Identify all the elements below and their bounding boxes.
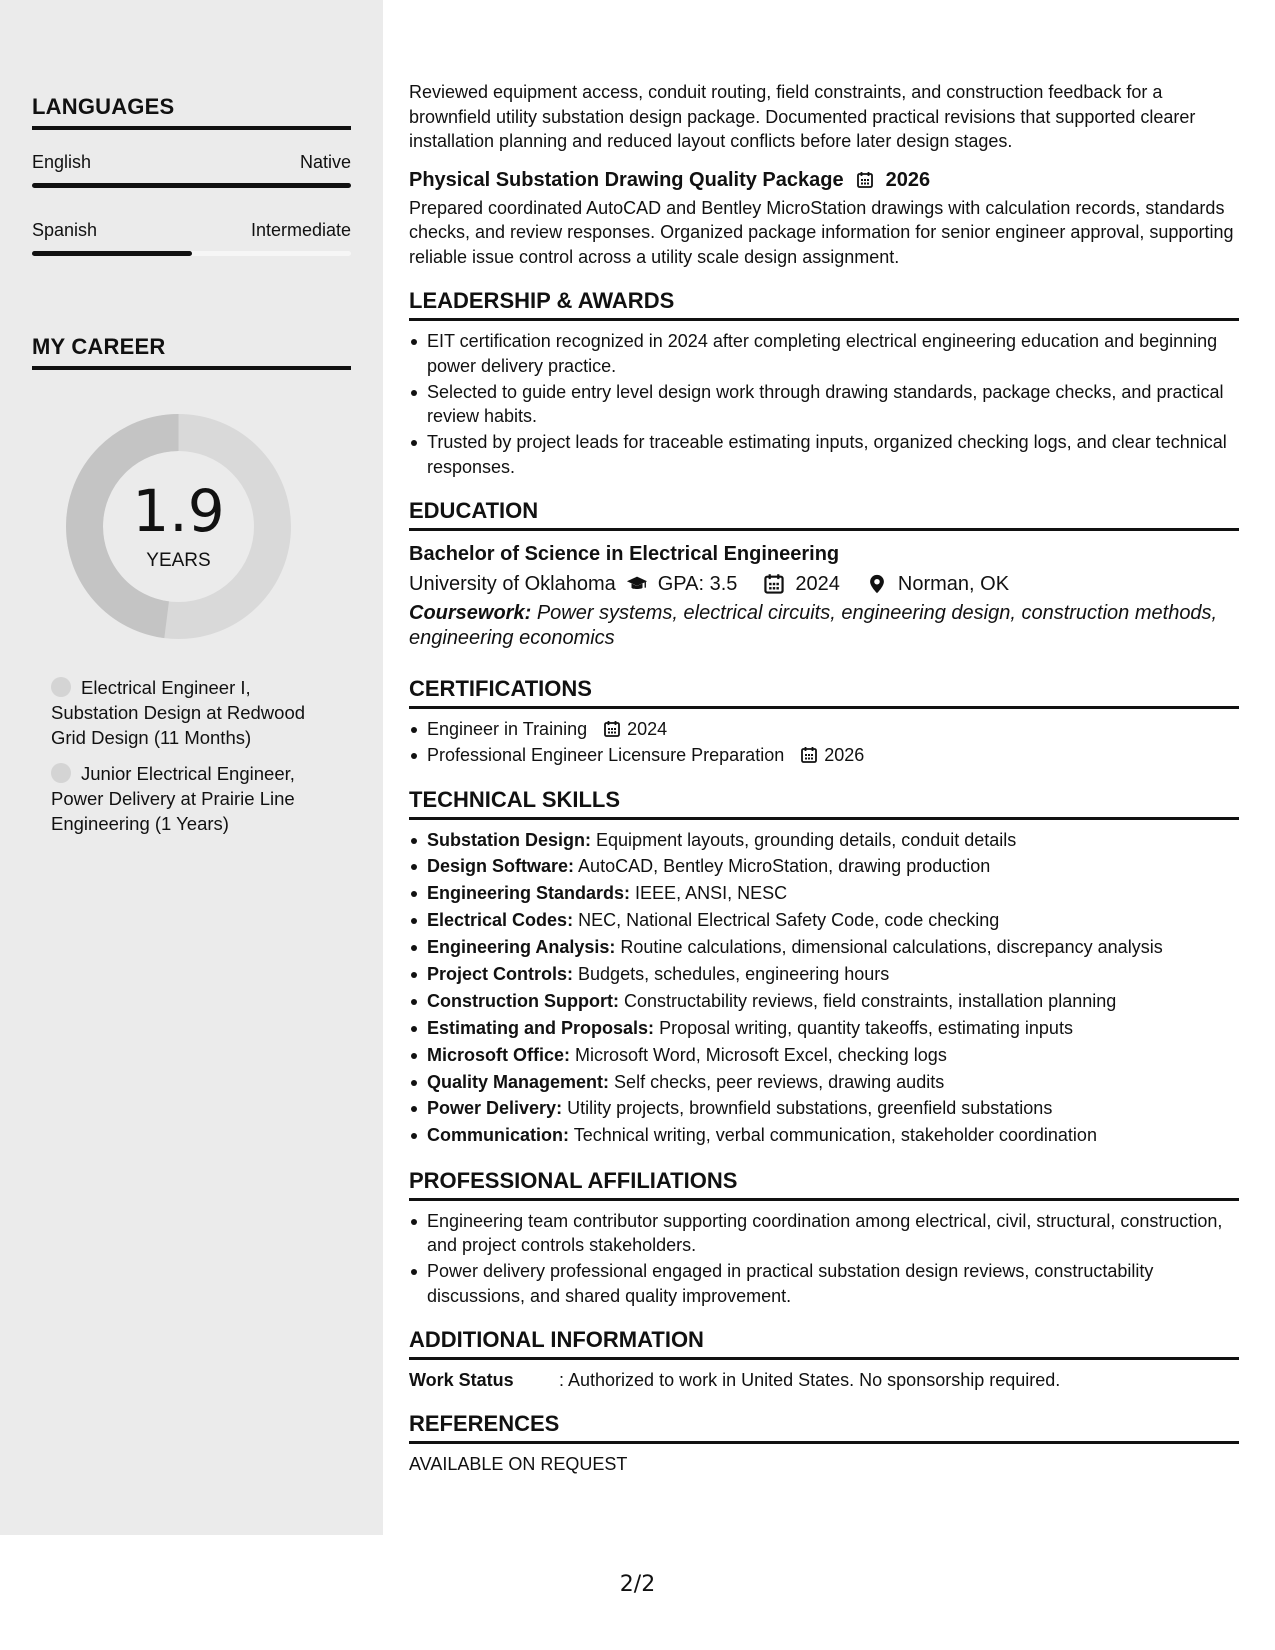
language-name: Spanish <box>32 220 98 240</box>
skill-item <box>409 989 1239 1015</box>
skill-value: Utility projects, brownfield substations, greenfield substations <box>567 1098 1053 1119</box>
skill-value: AutoCAD, Bentley MicroStation, drawing production <box>578 856 991 877</box>
education-year: 2024 <box>795 573 840 595</box>
skill-item <box>409 854 1239 880</box>
skill-value: Self checks, peer reviews, drawing audits <box>614 1071 945 1092</box>
certification-year: 2024 <box>627 719 668 739</box>
leadership-list <box>409 329 1239 479</box>
skill-item <box>409 1070 1239 1096</box>
project-description: Prepared coordinated AutoCAD and Bentley MicroStation drawings with calculation records, standards checks, and review responses. Organized package information for senior engineer approval, supporting reliable issue control across a utility scale design assignment. <box>409 197 1234 267</box>
language-name: English <box>32 152 92 172</box>
certifications-heading: CERTIFICATIONS <box>409 675 1239 709</box>
skill-value: Equipment layouts, grounding details, conduit details <box>596 829 1017 850</box>
coursework-text: Power systems, electrical circuits, engineering design, construction methods, engineering economics <box>409 602 1218 649</box>
career-dot-icon <box>51 763 71 783</box>
education-meta <box>409 571 1239 597</box>
skill-label: Estimating and Proposals: <box>427 1017 655 1038</box>
skill-label: Substation Design: <box>427 829 592 850</box>
list-item: Selected to guide entry level design work through drawing standards, package checks, and practical review habits. <box>409 380 1239 429</box>
skill-item <box>409 881 1239 907</box>
project-title: Physical Substation Drawing Quality Package <box>409 168 844 191</box>
skills-list <box>409 828 1239 1149</box>
skill-label: Project Controls: <box>427 963 574 984</box>
education-school: University of Oklahoma <box>409 573 616 595</box>
skill-item <box>409 1123 1239 1149</box>
list-item: Trusted by project leads for traceable estimating inputs, organized checking logs, and clear technical responses. <box>409 430 1239 479</box>
skill-value: Routine calculations, dimensional calculations, discrepancy analysis <box>620 937 1163 958</box>
list-item <box>409 743 1239 768</box>
language-bar-spanish <box>32 251 351 256</box>
skill-item <box>409 1043 1239 1069</box>
skill-label: Engineering Analysis: <box>427 937 616 958</box>
education-heading: EDUCATION <box>409 497 1239 531</box>
language-bar-english <box>32 183 351 188</box>
skill-label: Power Delivery: <box>427 1098 563 1119</box>
certifications-list <box>409 717 1239 768</box>
education-location: Norman, OK <box>897 573 1010 595</box>
language-level: Native <box>299 152 351 172</box>
skill-label: Engineering Standards: <box>427 883 631 904</box>
skill-label: Quality Management: <box>427 1071 610 1092</box>
coursework-label: Coursework: <box>409 602 532 624</box>
calendar-icon <box>763 573 785 595</box>
skill-value: Constructability reviews, field constraints, installation planning <box>624 990 1117 1011</box>
skill-item <box>409 1016 1239 1042</box>
list-item: Engineering team contributor supporting coordination among electrical, civil, structural, construction, and project controls stakeholders. <box>409 1209 1239 1258</box>
skill-label: Microsoft Office: <box>427 1044 571 1065</box>
career-years-unit: YEARS <box>146 550 211 571</box>
skill-value: Proposal writing, quantity takeoffs, estimating inputs <box>659 1017 1073 1038</box>
affiliations-list <box>409 1209 1239 1309</box>
skill-item <box>409 962 1239 988</box>
language-bar-fill <box>32 183 351 188</box>
map-pin-icon <box>866 573 888 595</box>
language-level: Intermediate <box>250 220 351 240</box>
work-status-row <box>409 1368 1239 1392</box>
affiliations-heading: PROFESSIONAL AFFILIATIONS <box>409 1167 1239 1201</box>
career-item <box>51 675 321 750</box>
skill-label: Electrical Codes: <box>427 910 574 931</box>
skills-heading: TECHNICAL SKILLS <box>409 786 1239 820</box>
language-bar-fill <box>32 251 192 256</box>
skill-label: Design Software: <box>427 856 575 877</box>
certification-year: 2026 <box>824 745 865 765</box>
skill-item <box>409 908 1239 934</box>
page-number: 2/2 <box>619 1572 656 1597</box>
career-years-value: 1.9 <box>132 477 225 545</box>
career-heading: MY CAREER <box>32 334 351 370</box>
skill-value: Budgets, schedules, engineering hours <box>578 963 890 984</box>
career-item <box>51 761 321 836</box>
references-text: AVAILABLE ON REQUEST <box>409 1454 628 1475</box>
career-item-text: Junior Electrical Engineer, Power Delivery at Prairie Line Engineering (1 Years) <box>51 763 295 834</box>
skill-item <box>409 1096 1239 1122</box>
leadership-heading: LEADERSHIP & AWARDS <box>409 287 1239 321</box>
career-dot-icon <box>51 677 71 697</box>
intro-paragraph: Reviewed equipment access, conduit routing, field constraints, and construction feedback for a brownfield utility substation design package. Documented practical revisions that supported clearer installation planning and reduced layout conflicts before later design stages. <box>409 82 1196 151</box>
calendar-icon <box>800 746 818 764</box>
sidebar <box>0 0 383 1535</box>
education-gpa: GPA: 3.5 <box>657 573 738 595</box>
skill-label: Construction Support: <box>427 990 619 1011</box>
work-status-label: Work Status <box>409 1370 514 1391</box>
certification-name: Professional Engineer Licensure Preparation <box>427 745 785 765</box>
certification-name: Engineer in Training <box>427 719 588 739</box>
languages-heading: LANGUAGES <box>32 94 351 130</box>
skill-value: Microsoft Word, Microsoft Excel, checking logs <box>575 1044 947 1065</box>
education-coursework <box>409 601 1239 651</box>
skill-value: NEC, National Electrical Safety Code, code checking <box>578 910 1000 931</box>
calendar-icon <box>856 171 874 189</box>
calendar-icon <box>603 720 621 738</box>
career-item-text: Electrical Engineer I, Substation Design at Redwood Grid Design (11 Months) <box>51 677 306 748</box>
language-row-english <box>32 152 351 173</box>
main-content <box>409 80 1239 1475</box>
skill-value: Technical writing, verbal communication, stakeholder coordination <box>573 1125 1097 1146</box>
references-heading: REFERENCES <box>409 1410 1239 1444</box>
list-item: Power delivery professional engaged in practical substation design reviews, constructability discussions, and shared quality improvement. <box>409 1259 1239 1308</box>
skill-value: IEEE, ANSI, NESC <box>635 883 788 904</box>
work-status-value: : Authorized to work in United States. No sponsorship required. <box>559 1370 1061 1391</box>
list-item: EIT certification recognized in 2024 after completing electrical engineering education and beginning power delivery practice. <box>409 329 1239 378</box>
skill-item <box>409 828 1239 854</box>
education-degree: Bachelor of Science in Electrical Engineering <box>409 543 840 565</box>
language-row-spanish <box>32 220 351 241</box>
project-title-row <box>409 167 1239 193</box>
additional-info-heading: ADDITIONAL INFORMATION <box>409 1326 1239 1360</box>
graduation-cap-icon <box>626 573 648 595</box>
list-item <box>409 717 1239 742</box>
skill-item <box>409 935 1239 961</box>
skill-label: Communication: <box>427 1125 569 1146</box>
project-year: 2026 <box>885 168 931 191</box>
